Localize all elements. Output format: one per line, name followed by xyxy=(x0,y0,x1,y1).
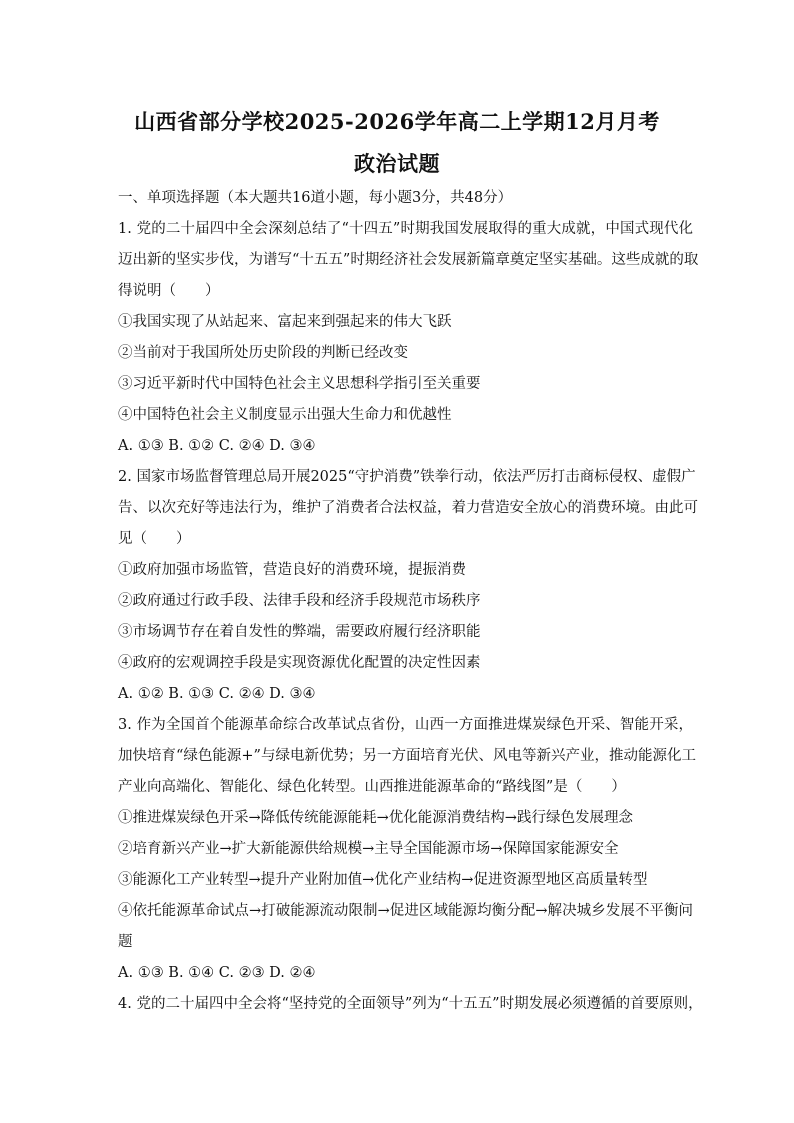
question-3-stem-line: 加快培育“绿色能源+”与绿电新优势；另一方面培育光伏、风电等新兴产业，推动能源化工 xyxy=(118,748,696,764)
question-2-option: ②政府通过行政手段、法律手段和经济手段规范市场秩序 xyxy=(118,593,481,609)
question-1-option: ①我国实现了从站起来、富起来到强起来的伟大飞跃 xyxy=(118,314,452,330)
question-2-option: ③市场调节存在着自发性的弊端，需要政府履行经济职能 xyxy=(118,624,481,640)
section-heading: 一、单项选择题（本大题共16道小题，每小题3分，共48分） xyxy=(118,190,513,206)
question-1-option: ②当前对于我国所处历史阶段的判断已经改变 xyxy=(118,345,408,361)
question-1-option: ③习近平新时代中国特色社会主义思想科学指引至关重要 xyxy=(118,376,481,392)
document-subtitle: 政治试题 xyxy=(354,151,440,176)
question-1-stem-line: 得说明（ ） xyxy=(118,283,220,299)
question-3-option-continued: 题 xyxy=(118,934,133,950)
question-2-option: ④政府的宏观调控手段是实现资源优化配置的决定性因素 xyxy=(118,655,481,671)
question-3-option: ②培育新兴产业→扩大新能源供给规模→主导全国能源市场→保障国家能源安全 xyxy=(118,841,619,857)
question-1-stem-line: 1. 党的二十届四中全会深刻总结了“十四五”时期我国发展取得的重大成就，中国式现代化 xyxy=(118,221,693,237)
question-2-option: ①政府加强市场监管，营造良好的消费环境，提振消费 xyxy=(118,562,466,578)
question-3-stem-line: 3. 作为全国首个能源革命综合改革试点省份，山西一方面推进煤炭绿色开采、智能开采， xyxy=(118,717,693,733)
question-1-answers: A. ①③ B. ①② C. ②④ D. ③④ xyxy=(118,438,316,454)
document-title: 山西省部分学校2025-2026学年高二上学期12月月考 xyxy=(134,109,660,134)
question-3-stem-line: 产业向高端化、智能化、绿色化转型。山西推进能源革命的“路线图”是（ ） xyxy=(118,779,626,795)
question-1-stem-line: 迈出新的坚实步伐，为谱写“十五五”时期经济社会发展新篇章奠定坚实基础。这些成就的取 xyxy=(118,252,699,268)
question-1-option: ④中国特色社会主义制度显示出强大生命力和优越性 xyxy=(118,407,452,423)
question-2-stem-line: 见（ ） xyxy=(118,531,191,547)
question-2-stem-line: 告、以次充好等违法行为，维护了消费者合法权益，着力营造安全放心的消费环境。由此可 xyxy=(118,500,698,516)
question-3-option: ③能源化工产业转型→提升产业附加值→优化产业结构→促进资源型地区高质量转型 xyxy=(118,872,648,888)
question-3-answers: A. ①③ B. ①④ C. ②③ D. ②④ xyxy=(118,965,316,981)
question-3-option: ④依托能源革命试点→打破能源流动限制→促进区域能源均衡分配→解决城乡发展不平衡问 xyxy=(118,903,693,919)
question-2-answers: A. ①② B. ①③ C. ②④ D. ③④ xyxy=(118,686,316,702)
question-4-stem-line: 4. 党的二十届四中全会将“坚持党的全面领导”列为“十五五”时期发展必须遵循的首要原则， xyxy=(118,996,703,1012)
question-2-stem-line: 2. 国家市场监督管理总局开展2025“守护消费”铁拳行动，依法严厉打击商标侵权、虚假广 xyxy=(118,469,696,485)
question-3-option: ①推进煤炭绿色开采→降低传统能源能耗→优化能源消费结构→践行绿色发展理念 xyxy=(118,810,633,826)
